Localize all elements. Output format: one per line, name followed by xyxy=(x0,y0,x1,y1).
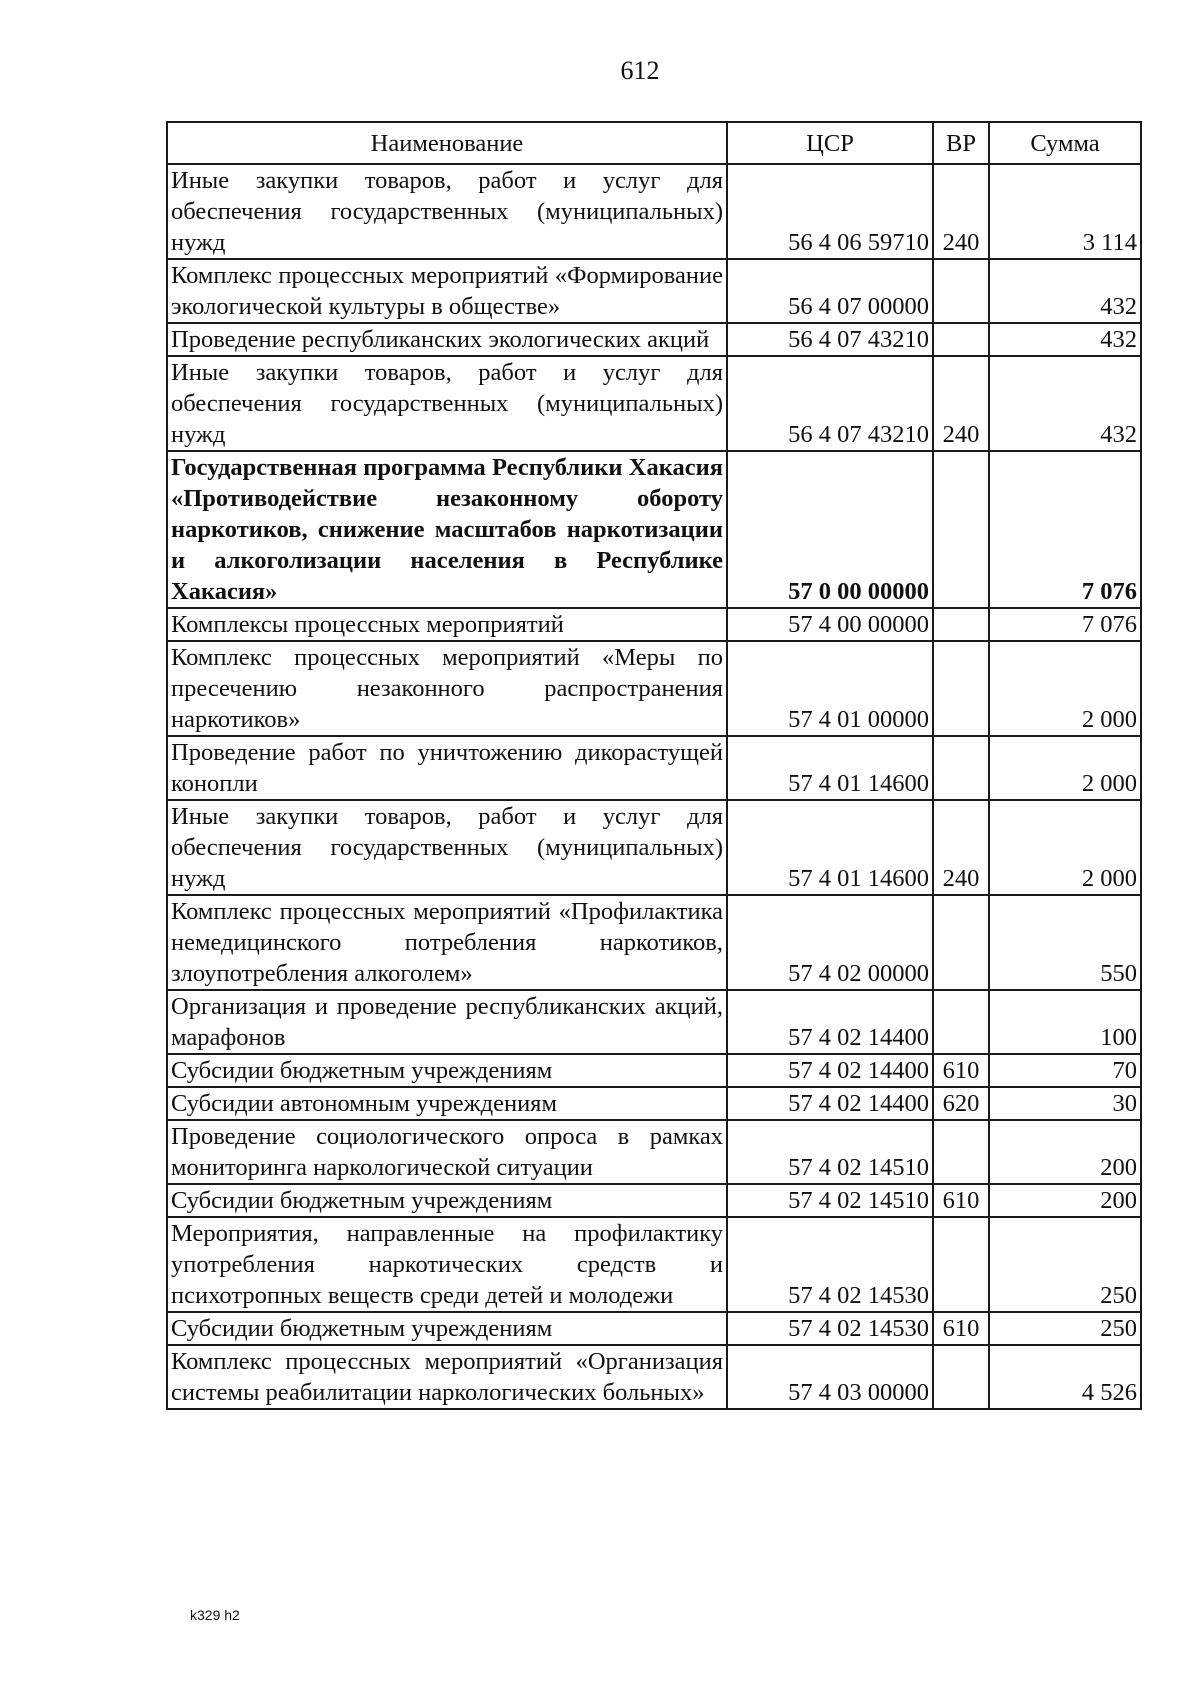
row-vr-cell xyxy=(933,259,989,323)
budget-table xyxy=(166,121,1142,1410)
header-name: Наименование xyxy=(167,122,727,164)
row-csr-cell: 56 4 07 43210 xyxy=(727,356,933,451)
row-vr-cell xyxy=(933,736,989,800)
table-row xyxy=(167,1054,1141,1087)
row-name-cell: Иные закупки товаров, работ и услуг для обеспечения государственных (муниципальных) нужд xyxy=(167,356,727,451)
row-sum-cell: 200 xyxy=(989,1184,1141,1217)
row-name-cell: Проведение социологического опроса в рамках мониторинга наркологической ситуации xyxy=(167,1120,727,1184)
row-csr-cell: 57 4 02 14510 xyxy=(727,1120,933,1184)
row-vr-cell xyxy=(933,451,989,608)
row-vr-cell xyxy=(933,990,989,1054)
row-name-cell: Организация и проведение республиканских акций, марафонов xyxy=(167,990,727,1054)
table-row xyxy=(167,990,1141,1054)
table-row xyxy=(167,895,1141,990)
row-sum-cell: 100 xyxy=(989,990,1141,1054)
row-vr-cell xyxy=(933,323,989,356)
row-sum-cell: 7 076 xyxy=(989,608,1141,641)
row-sum-cell: 250 xyxy=(989,1217,1141,1312)
row-name-cell: Комплекс процессных мероприятий «Профилактика немедицинского потребления наркотиков, злоупотребления алкоголем» xyxy=(167,895,727,990)
row-name-cell: Проведение работ по уничтожению дикорастущей конопли xyxy=(167,736,727,800)
row-vr-cell xyxy=(933,1345,989,1409)
row-name-cell: Комплекс процессных мероприятий «Формирование экологической культуры в обществе» xyxy=(167,259,727,323)
row-name-cell: Субсидии бюджетным учреждениям xyxy=(167,1184,727,1217)
row-csr-cell: 57 4 01 14600 xyxy=(727,736,933,800)
table-row xyxy=(167,451,1141,608)
table-row xyxy=(167,1217,1141,1312)
table-row xyxy=(167,1184,1141,1217)
row-vr-cell: 610 xyxy=(933,1054,989,1087)
row-sum-cell: 550 xyxy=(989,895,1141,990)
row-csr-cell: 57 4 02 14400 xyxy=(727,1087,933,1120)
table-row xyxy=(167,1120,1141,1184)
row-csr-cell: 57 4 02 00000 xyxy=(727,895,933,990)
row-csr-cell: 57 4 03 00000 xyxy=(727,1345,933,1409)
row-sum-cell: 2 000 xyxy=(989,736,1141,800)
header-csr: ЦСР xyxy=(727,122,933,164)
table-row xyxy=(167,164,1141,259)
row-name-cell: Комплекс процессных мероприятий «Организация системы реабилитации наркологических больных» xyxy=(167,1345,727,1409)
table-row xyxy=(167,641,1141,736)
row-vr-cell: 240 xyxy=(933,356,989,451)
row-csr-cell: 57 4 02 14510 xyxy=(727,1184,933,1217)
row-csr-cell: 56 4 06 59710 xyxy=(727,164,933,259)
row-csr-cell: 57 0 00 00000 xyxy=(727,451,933,608)
table-header-row xyxy=(167,122,1141,164)
row-sum-cell: 4 526 xyxy=(989,1345,1141,1409)
row-vr-cell: 240 xyxy=(933,164,989,259)
table-row xyxy=(167,356,1141,451)
row-name-cell: Субсидии автономным учреждениям xyxy=(167,1087,727,1120)
row-csr-cell: 57 4 00 00000 xyxy=(727,608,933,641)
row-vr-cell: 240 xyxy=(933,800,989,895)
table-row xyxy=(167,1087,1141,1120)
table-row xyxy=(167,736,1141,800)
page-number: 612 xyxy=(620,56,660,85)
table-row xyxy=(167,608,1141,641)
row-sum-cell: 432 xyxy=(989,259,1141,323)
footer-code: k329 h2 xyxy=(190,1607,240,1623)
row-vr-cell: 620 xyxy=(933,1087,989,1120)
table-row xyxy=(167,1345,1141,1409)
row-vr-cell xyxy=(933,608,989,641)
row-sum-cell: 3 114 xyxy=(989,164,1141,259)
row-csr-cell: 57 4 02 14530 xyxy=(727,1312,933,1345)
header-vr: ВР xyxy=(933,122,989,164)
row-vr-cell xyxy=(933,895,989,990)
row-sum-cell: 2 000 xyxy=(989,800,1141,895)
row-csr-cell: 57 4 02 14400 xyxy=(727,1054,933,1087)
row-name-cell: Комплекс процессных мероприятий «Меры по пресечению незаконного распространения наркотиков» xyxy=(167,641,727,736)
table-row xyxy=(167,323,1141,356)
table-row xyxy=(167,259,1141,323)
table-row xyxy=(167,1312,1141,1345)
row-csr-cell: 57 4 01 14600 xyxy=(727,800,933,895)
row-vr-cell xyxy=(933,1120,989,1184)
row-name-cell: Комплексы процессных мероприятий xyxy=(167,608,727,641)
row-csr-cell: 56 4 07 00000 xyxy=(727,259,933,323)
row-sum-cell: 250 xyxy=(989,1312,1141,1345)
row-sum-cell: 70 xyxy=(989,1054,1141,1087)
row-vr-cell xyxy=(933,641,989,736)
row-name-cell: Проведение республиканских экологических акций xyxy=(167,323,727,356)
row-name-cell: Субсидии бюджетным учреждениям xyxy=(167,1054,727,1087)
row-name-cell: Государственная программа Республики Хакасия «Противодействие незаконному обороту наркотиков, снижение масштабов наркотизации и алкоголизации населения в Республике Хакасия» xyxy=(167,451,727,608)
row-sum-cell: 200 xyxy=(989,1120,1141,1184)
row-sum-cell: 30 xyxy=(989,1087,1141,1120)
row-name-cell: Иные закупки товаров, работ и услуг для обеспечения государственных (муниципальных) нужд xyxy=(167,800,727,895)
header-sum: Сумма xyxy=(989,122,1141,164)
row-csr-cell: 56 4 07 43210 xyxy=(727,323,933,356)
row-vr-cell xyxy=(933,1217,989,1312)
table-body xyxy=(167,164,1141,1409)
table-row xyxy=(167,800,1141,895)
row-csr-cell: 57 4 02 14530 xyxy=(727,1217,933,1312)
row-sum-cell: 432 xyxy=(989,356,1141,451)
row-vr-cell: 610 xyxy=(933,1184,989,1217)
row-sum-cell: 2 000 xyxy=(989,641,1141,736)
row-vr-cell: 610 xyxy=(933,1312,989,1345)
row-sum-cell: 432 xyxy=(989,323,1141,356)
row-sum-cell: 7 076 xyxy=(989,451,1141,608)
row-name-cell: Субсидии бюджетным учреждениям xyxy=(167,1312,727,1345)
row-name-cell: Иные закупки товаров, работ и услуг для обеспечения государственных (муниципальных) нужд xyxy=(167,164,727,259)
row-csr-cell: 57 4 02 14400 xyxy=(727,990,933,1054)
row-name-cell: Мероприятия, направленные на профилактику употребления наркотических средств и психотропных веществ среди детей и молодежи xyxy=(167,1217,727,1312)
row-csr-cell: 57 4 01 00000 xyxy=(727,641,933,736)
